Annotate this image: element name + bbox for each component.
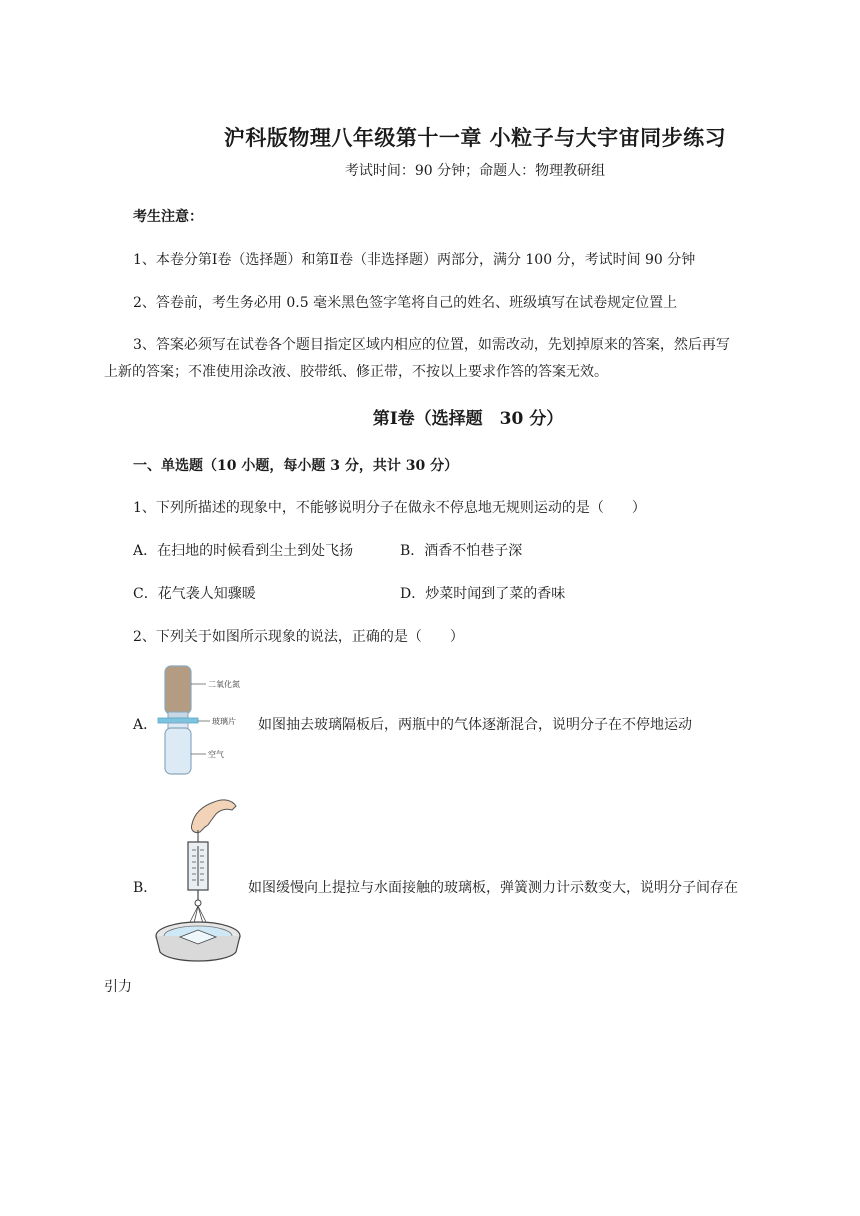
gas-diffusion-figure xyxy=(150,664,240,778)
question-1-option-d[interactable]: D．炒菜时闻到了菜的香味 xyxy=(400,586,566,602)
question-2-stem: 2、下列关于如图所示现象的说法，正确的是（ ） xyxy=(133,629,464,645)
section-title: 第Ⅰ卷（选择题 30 分） xyxy=(372,409,564,429)
question-1-option-b[interactable]: B．酒香不怕巷子深 xyxy=(400,543,523,559)
question-2-option-b-text-cont: 引力 xyxy=(104,979,132,995)
notice-item-2: 2、答卷前，考生务必用 0.5 毫米黑色签字笔将自己的姓名、班级填写在试卷规定位置上 xyxy=(133,295,678,311)
notice-heading: 考生注意： xyxy=(133,209,203,225)
question-1-option-c[interactable]: C．花气袭人知骤暖 xyxy=(133,586,256,602)
exam-info: 考试时间：90 分钟；命题人：物理教研组 xyxy=(344,163,606,179)
question-2-option-b-text: 如图缓慢向上提拉与水面接触的玻璃板，弹簧测力计示数变大，说明分子间存在 xyxy=(248,880,738,896)
notice-item-3-cont: 上新的答案；不准使用涂改液、胶带纸、修正带，不按以上要求作答的答案无效。 xyxy=(104,364,608,380)
label-air: 空气 xyxy=(208,750,224,759)
question-2-option-a-text: 如图抽去玻璃隔板后，两瓶中的气体逐渐混合，说明分子在不停地运动 xyxy=(258,717,692,733)
question-1-stem: 1、下列所描述的现象中，不能够说明分子在做永不停息地无规则运动的是（ ） xyxy=(133,500,646,516)
question-2-option-b-letter[interactable]: B． xyxy=(133,880,158,896)
label-no2: 二氧化氮 xyxy=(208,680,240,689)
part-title: 一、单选题（10 小题，每小题 3 分，共计 30 分） xyxy=(133,458,459,474)
spring-scale-figure xyxy=(152,796,244,972)
notice-item-1: 1、本卷分第Ⅰ卷（选择题）和第Ⅱ卷（非选择题）两部分，满分 100 分，考试时间 90 分钟 xyxy=(133,252,696,268)
question-1-option-a[interactable]: A．在扫地的时候看到尘土到处飞扬 xyxy=(133,543,354,559)
notice-item-3: 3、答案必须写在试卷各个题目指定区域内相应的位置，如需改动，先划掉原来的答案，然后再写 xyxy=(133,337,730,353)
label-glass: 玻璃片 xyxy=(212,717,236,726)
question-2-option-a-letter[interactable]: A． xyxy=(133,717,158,733)
page-title: 沪科版物理八年级第十一章 小粒子与大宇宙同步练习 xyxy=(223,125,727,150)
